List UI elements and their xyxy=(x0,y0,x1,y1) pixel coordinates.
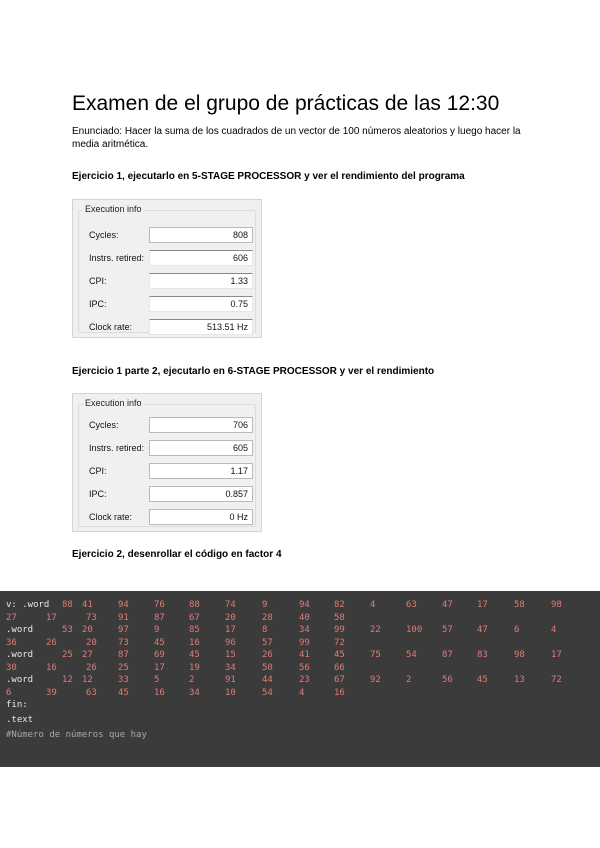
code-number: 97 xyxy=(118,625,129,635)
code-number: 87 xyxy=(442,650,453,660)
code-number: 15 xyxy=(225,650,236,660)
code-directive: .word xyxy=(6,625,34,635)
exec-value-field: 0 Hz xyxy=(149,509,253,525)
ejercicio2-heading: Ejercicio 2, desenrollar el código en factor 4 xyxy=(72,549,282,560)
code-line xyxy=(6,686,600,701)
code-number: 16 xyxy=(189,637,200,648)
code-number: 47 xyxy=(442,600,453,610)
code-number: 27 xyxy=(6,612,17,623)
exec-row-cpi xyxy=(81,273,253,289)
code-number: 40 xyxy=(299,612,310,623)
code-number: 16 xyxy=(334,687,345,698)
page-title: Examen de el grupo de prácticas de las 12:30 xyxy=(72,92,500,115)
exec-row-instrs xyxy=(81,250,253,266)
code-number: 17 xyxy=(225,625,236,635)
code-fin-label: fin: xyxy=(6,700,28,710)
code-number: 20 xyxy=(82,625,93,635)
code-number: 100 xyxy=(406,625,423,635)
exec-label: Cycles: xyxy=(89,230,119,240)
code-number: 72 xyxy=(334,637,345,648)
code-number: 98 xyxy=(551,600,562,610)
code-number: 6 xyxy=(6,687,12,698)
code-number: 16 xyxy=(46,662,57,673)
code-number: 57 xyxy=(442,625,453,635)
code-number: 58 xyxy=(334,612,345,623)
exec-row-cpi xyxy=(81,463,253,479)
code-number: 12 xyxy=(82,675,93,685)
execution-info-title: Execution info xyxy=(85,398,142,408)
code-number: 20 xyxy=(225,612,236,623)
code-number: 9 xyxy=(154,625,160,635)
exec-value-field: 808 xyxy=(149,227,253,243)
code-number: 17 xyxy=(154,662,165,673)
code-number: 88 xyxy=(189,600,200,610)
code-number: 44 xyxy=(262,675,273,685)
code-number: 99 xyxy=(299,637,310,648)
code-number: 67 xyxy=(189,612,200,623)
execution-info-panel-2 xyxy=(72,393,262,532)
exec-label: Instrs. retired: xyxy=(89,253,145,263)
exec-row-ipc xyxy=(81,296,253,312)
ejercicio1b-heading: Ejercicio 1 parte 2, ejecutarlo en 6-STAGE PROCESSOR y ver el rendimiento xyxy=(72,366,435,377)
code-number: 17 xyxy=(477,600,488,610)
code-number: 53 xyxy=(62,625,73,635)
code-number: 54 xyxy=(262,687,273,698)
code-number: 8 xyxy=(262,625,268,635)
code-number: 67 xyxy=(334,675,345,685)
exec-row-cycles xyxy=(81,417,253,433)
code-number: 41 xyxy=(82,600,93,610)
code-number: 69 xyxy=(154,650,165,660)
code-number: 33 xyxy=(118,675,129,685)
exec-value-field: 606 xyxy=(149,250,253,266)
code-number: 16 xyxy=(154,687,165,698)
code-number: 94 xyxy=(118,600,129,610)
code-number: 45 xyxy=(118,687,129,698)
exec-label: IPC: xyxy=(89,489,107,499)
code-number: 63 xyxy=(406,600,417,610)
code-number: 4 xyxy=(551,625,557,635)
exec-row-clock xyxy=(81,319,253,335)
code-number: 91 xyxy=(118,612,129,623)
code-number: 88 xyxy=(62,600,73,610)
code-number: 41 xyxy=(299,650,310,660)
exec-label: Instrs. retired: xyxy=(89,443,145,453)
code-number: 25 xyxy=(118,662,129,673)
code-number: 17 xyxy=(46,612,57,623)
code-number: 72 xyxy=(551,675,562,685)
code-number: 30 xyxy=(6,662,17,673)
code-number: 39 xyxy=(46,687,57,698)
code-number: 56 xyxy=(299,662,310,673)
exec-value-field: 706 xyxy=(149,417,253,433)
code-number: 26 xyxy=(46,637,57,648)
code-number: 17 xyxy=(551,650,562,660)
code-number: 23 xyxy=(299,675,310,685)
code-number: 50 xyxy=(262,662,273,673)
code-number: 9 xyxy=(262,600,268,610)
code-number: 45 xyxy=(189,650,200,660)
code-number: 27 xyxy=(82,650,93,660)
code-number: 4 xyxy=(370,600,376,610)
code-number: 96 xyxy=(225,637,236,648)
execution-info-title: Execution info xyxy=(85,204,142,214)
code-directive: .word xyxy=(6,650,34,660)
enunciado-text: Enunciado: Hacer la suma de los cuadrados de un vector de 100 números aleatorios y luego hacer la media aritmética. xyxy=(72,126,521,150)
code-text-directive: .text xyxy=(6,715,34,725)
code-number: 45 xyxy=(154,637,165,648)
code-number: 76 xyxy=(154,600,165,610)
exec-value-field: 1.17 xyxy=(149,463,253,479)
exec-value-field: 513.51 Hz xyxy=(149,319,253,335)
code-number: 75 xyxy=(370,650,381,660)
code-number: 54 xyxy=(406,650,417,660)
exec-value-field: 0.857 xyxy=(149,486,253,502)
exec-label: Cycles: xyxy=(89,420,119,430)
exec-label: CPI: xyxy=(89,466,107,476)
code-number: 98 xyxy=(514,650,525,660)
code-number: 63 xyxy=(86,687,97,698)
code-number: 82 xyxy=(334,600,345,610)
code-number: 26 xyxy=(86,662,97,673)
code-number: 34 xyxy=(225,662,236,673)
exec-value-field: 605 xyxy=(149,440,253,456)
code-number: 34 xyxy=(299,625,310,635)
exec-label: Clock rate: xyxy=(89,512,133,522)
code-number: 25 xyxy=(62,650,73,660)
exec-row-instrs xyxy=(81,440,253,456)
code-number: 34 xyxy=(189,687,200,698)
code-number: 92 xyxy=(370,675,381,685)
code-number: 73 xyxy=(86,612,97,623)
code-number: 94 xyxy=(299,600,310,610)
code-number: 57 xyxy=(262,637,273,648)
code-number: 20 xyxy=(86,637,97,648)
code-number: 13 xyxy=(514,675,525,685)
code-number: 47 xyxy=(477,625,488,635)
exec-label: Clock rate: xyxy=(89,322,133,332)
code-number: 74 xyxy=(225,600,236,610)
code-number: 66 xyxy=(334,662,345,673)
code-number: 73 xyxy=(118,637,129,648)
code-number: 87 xyxy=(118,650,129,660)
code-number: 4 xyxy=(299,687,305,698)
code-number: 85 xyxy=(189,625,200,635)
code-comment: #Número de números que hay xyxy=(6,730,147,740)
code-directive: v: .word xyxy=(6,600,50,610)
execution-info-panel-1 xyxy=(72,199,262,338)
code-number: 36 xyxy=(6,637,17,648)
code-number: 83 xyxy=(477,650,488,660)
code-number: 26 xyxy=(262,650,273,660)
code-number: 56 xyxy=(442,675,453,685)
code-number: 10 xyxy=(225,687,236,698)
exec-row-cycles xyxy=(81,227,253,243)
code-number: 6 xyxy=(514,625,520,635)
exec-label: IPC: xyxy=(89,299,107,309)
code-number: 91 xyxy=(225,675,236,685)
exec-value-field: 1.33 xyxy=(149,273,253,289)
exec-label: CPI: xyxy=(89,276,107,286)
code-block xyxy=(0,591,600,767)
code-number: 12 xyxy=(62,675,73,685)
code-number: 28 xyxy=(262,612,273,623)
code-number: 45 xyxy=(477,675,488,685)
code-number: 2 xyxy=(189,675,195,685)
exec-row-ipc xyxy=(81,486,253,502)
code-number: 22 xyxy=(370,625,381,635)
code-number: 19 xyxy=(189,662,200,673)
ejercicio1-heading: Ejercicio 1, ejecutarlo en 5-STAGE PROCESSOR y ver el rendimiento del programa xyxy=(72,171,465,182)
exec-row-clock xyxy=(81,509,253,525)
exec-value-field: 0.75 xyxy=(149,296,253,312)
code-number: 99 xyxy=(334,625,345,635)
code-number: 58 xyxy=(514,600,525,610)
code-directive: .word xyxy=(6,675,34,685)
code-number: 87 xyxy=(154,612,165,623)
code-number: 45 xyxy=(334,650,345,660)
code-number: 5 xyxy=(154,675,160,685)
code-number: 2 xyxy=(406,675,412,685)
